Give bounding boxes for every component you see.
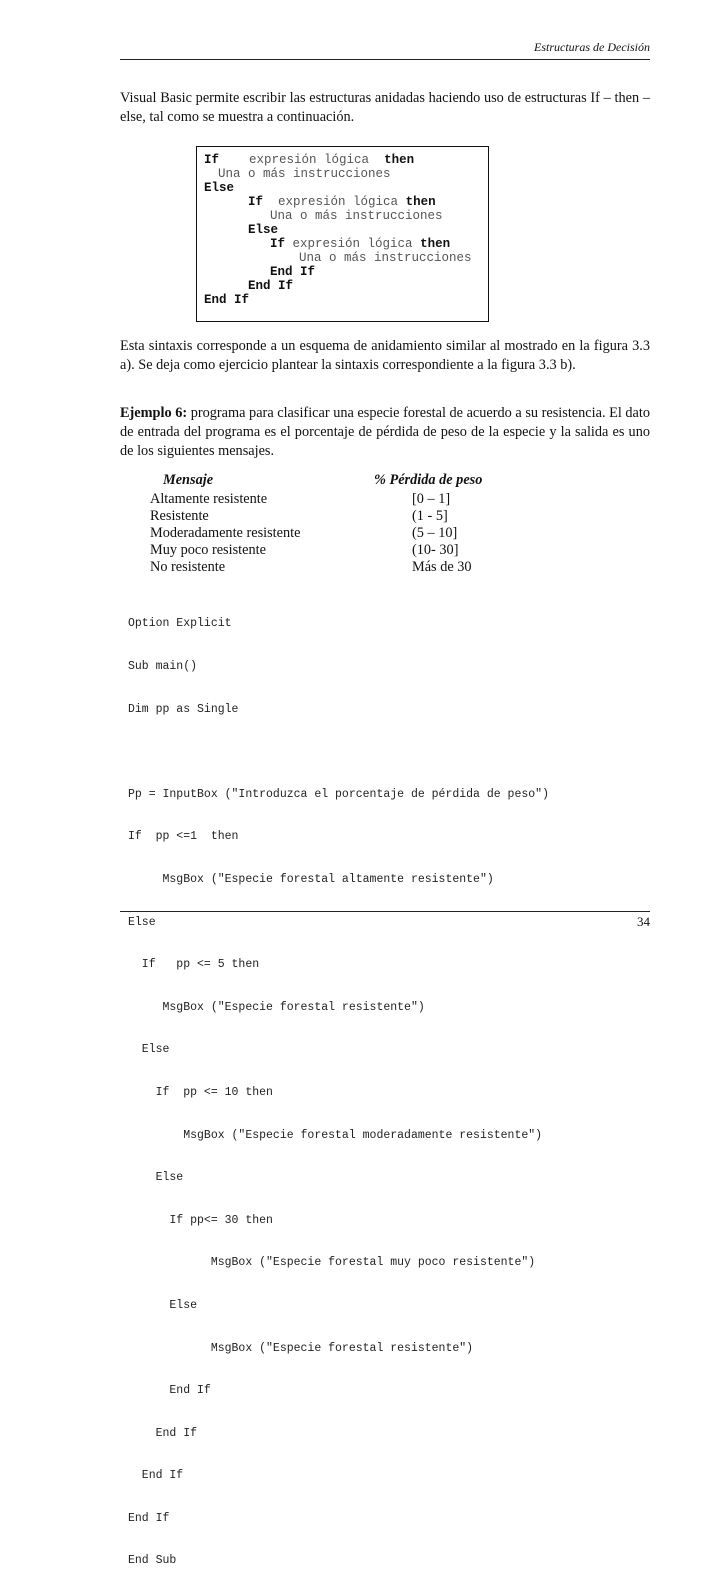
syntax-line-10: End If — [248, 279, 294, 293]
table-col-perdida — [412, 491, 472, 576]
example-label: Ejemplo 6: — [120, 405, 188, 421]
code-line: MsgBox ("Especie forestal muy poco resistente") — [128, 1256, 536, 1270]
example-paragraph — [120, 404, 650, 461]
syntax-line-1: If expresión lógica then — [204, 153, 415, 167]
syntax-line-4: If expresión lógica then — [248, 195, 436, 209]
code-line: Else — [128, 1043, 170, 1057]
code-line: Else — [128, 1171, 184, 1185]
table-header-mensaje: Mensaje — [163, 472, 214, 488]
code-line: If pp <=1 then — [128, 830, 239, 844]
code-line: Sub main() — [128, 660, 198, 673]
syntax-line-6: Else — [248, 223, 279, 237]
code-line: Else — [128, 915, 156, 929]
running-header: Estructuras de Decisión — [534, 40, 650, 54]
header-rule — [120, 59, 650, 60]
table-cell: No resistente — [150, 559, 226, 575]
code-line: End If — [128, 1511, 170, 1525]
code-line: Dim pp as Single — [128, 702, 239, 716]
table-cell: Resistente — [150, 508, 209, 524]
syntax-line-7: If expresión lógica then — [270, 237, 451, 251]
code-line: Pp = InputBox ("Introduzca el porcentaje de pérdida de peso") — [128, 787, 549, 801]
table-cell: (1 - 5] — [412, 508, 448, 524]
code-line: Else — [128, 1298, 198, 1312]
code-line: End If — [128, 1384, 211, 1398]
code-line: If pp <= 10 then — [128, 1085, 273, 1099]
table-cell: Muy poco resistente — [150, 542, 266, 558]
syntax-line-5: Una o más instrucciones — [270, 209, 443, 223]
footer-rule — [120, 911, 650, 912]
code-line: Option Explicit — [128, 617, 232, 631]
table-header-perdida: % Pérdida de peso — [374, 472, 483, 488]
syntax-line-2: Una o más instrucciones — [218, 167, 391, 181]
code-line: MsgBox ("Especie forestal moderadamente resistente") — [128, 1128, 543, 1142]
syntax-line-3: Else — [204, 181, 235, 195]
table-cell: Más de 30 — [412, 559, 472, 575]
code-line: If pp<= 30 then — [128, 1213, 273, 1227]
code-line: End If — [128, 1426, 198, 1440]
intro-paragraph: Visual Basic permite escribir las estructuras anidadas haciendo uso de estructuras If – then – else, tal como se muestra a continuación. — [120, 90, 650, 125]
code-line: End If — [128, 1469, 184, 1483]
table-cell: [0 – 1] — [412, 491, 451, 507]
table-cell: Altamente resistente — [150, 491, 268, 507]
syntax-box — [196, 146, 489, 322]
table-col-mensaje — [150, 491, 300, 576]
example-text: programa para clasificar una especie forestal de acuerdo a su resistencia. El dato de entrada del programa es el porcentaje de pérdida de peso de la especie y la salida es uno de los siguientes mensajes. — [120, 405, 651, 459]
code-line: If pp <= 5 then — [128, 958, 260, 972]
code-line: MsgBox ("Especie forestal resistente") — [128, 1000, 425, 1014]
code-line: End Sub — [128, 1554, 177, 1568]
code-line: MsgBox ("Especie forestal altamente resistente") — [128, 872, 494, 886]
table-cell: (10- 30] — [412, 542, 459, 558]
page-number: 34 — [637, 914, 650, 929]
code-listing — [128, 589, 549, 1583]
syntax-line-11: End If — [204, 293, 250, 307]
code-blank-line — [128, 745, 549, 759]
syntax-line-8: Una o más instrucciones — [299, 251, 472, 265]
syntax-line-9: End If — [270, 265, 316, 279]
code-line: MsgBox ("Especie forestal resistente") — [128, 1341, 474, 1355]
table-cell: (5 – 10] — [412, 525, 458, 541]
table-cell: Moderadamente resistente — [150, 525, 301, 541]
syntax-explanation-paragraph: Esta sintaxis corresponde a un esquema de anidamiento similar al mostrado en la figura 3.3 a). Se deja como ejercicio plantear la sintaxis correspondiente a la figura 3.3 b). — [120, 338, 650, 373]
